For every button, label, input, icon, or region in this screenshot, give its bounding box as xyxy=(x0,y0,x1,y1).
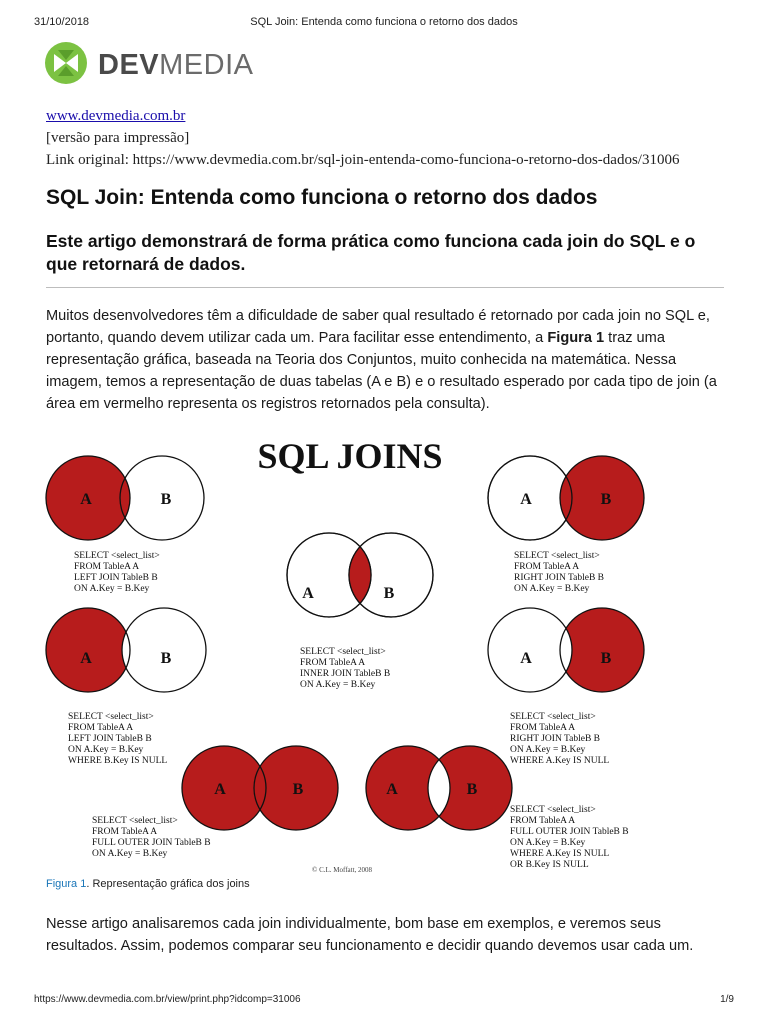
venn-right-join xyxy=(488,456,644,540)
divider xyxy=(46,287,724,288)
logo-wordmark xyxy=(98,49,253,82)
label-b: B xyxy=(600,491,612,508)
print-header-title: SQL Join: Entenda como funciona o retorno dos dados xyxy=(250,16,518,28)
footer-url: https://www.devmedia.com.br/view/print.php?idcomp=31006 xyxy=(34,994,301,1005)
caption-label: Figura 1 xyxy=(46,878,87,890)
label-a: A xyxy=(386,781,398,798)
label-b: B xyxy=(600,650,612,667)
venn-full-outer-excluding-join xyxy=(366,746,512,830)
sql-inner-join: SELECT <select_list> FROM TableA A INNER JOIN TableB B ON A.Key = B.Key xyxy=(300,647,391,690)
intro-part2: traz uma representação gráfica, baseada na Teoria dos Conjuntos, muito conhecida na matemática. Nessa imagem, temos a representação de duas tabelas (A e B) e o resultado esperado por cada tipo de join (a área em vermelho representa os registros retornados pela consulta). xyxy=(46,330,717,412)
intro-part1: Muitos desenvolvedores têm a dificuldade de saber qual resultado é retornado por cada join no SQL e, portanto, quando devem utilizar cada um. Para facilitar esse entendimento, a xyxy=(46,308,710,346)
closing-paragraph: Nesse artigo analisaremos cada join individualmente, bom base em exemplos, e veremos seus resultados. Assim, podemos comparar seu funcionamento e decidir quando devemos usar cada um. xyxy=(46,916,694,954)
sql-left-excluding-join: SELECT <select_list> FROM TableA A LEFT JOIN TableB B ON A.Key = B.Key WHERE B.Key IS NULL xyxy=(68,712,168,766)
venn-right-excluding-join xyxy=(488,608,644,692)
label-b: B xyxy=(383,585,395,602)
label-a: A xyxy=(80,650,92,667)
site-link-line xyxy=(46,108,185,125)
label-b: B xyxy=(292,781,304,798)
venn-left-join xyxy=(46,456,204,540)
sql-full-outer-excluding-join: SELECT <select_list> FROM TableA A FULL OUTER JOIN TableB B ON A.Key = B.Key WHERE A.Key IS NULL OR B.Key IS NULL xyxy=(510,805,629,870)
sql-joins-figure xyxy=(40,430,660,880)
sql-full-outer-join: SELECT <select_list> FROM TableA A FULL OUTER JOIN TableB B ON A.Key = B.Key xyxy=(92,816,211,859)
label-a: A xyxy=(520,491,532,508)
article-subtitle: Este artigo demonstrará de forma prática como funciona cada join do SQL e o que retornará de dados. xyxy=(46,231,696,274)
figure-caption xyxy=(46,878,250,890)
footer-page-number: 1/9 xyxy=(720,994,734,1005)
label-a: A xyxy=(80,491,92,508)
intro-figure-ref: Figura 1 xyxy=(547,330,605,346)
logo-dev: DEV xyxy=(98,49,160,81)
label-b: B xyxy=(466,781,478,798)
figure-title: SQL JOINS xyxy=(257,436,443,476)
venn-inner-join xyxy=(287,533,433,617)
sql-right-join: SELECT <select_list> FROM TableA A RIGHT JOIN TableB B ON A.Key = B.Key xyxy=(514,551,605,594)
sql-right-excluding-join: SELECT <select_list> FROM TableA A RIGHT JOIN TableB B ON A.Key = B.Key WHERE A.Key IS NULL xyxy=(510,712,610,766)
label-a: A xyxy=(214,781,226,798)
article-title: SQL Join: Entenda como funciona o retorno dos dados xyxy=(46,186,598,209)
sql-left-join: SELECT <select_list> FROM TableA A LEFT JOIN TableB B ON A.Key = B.Key xyxy=(74,551,160,594)
original-link: Link original: https://www.devmedia.com.br/sql-join-entenda-como-funciona-o-retorno-dos-dados/31006 xyxy=(46,152,680,168)
label-a: A xyxy=(302,585,314,602)
label-a: A xyxy=(520,650,532,667)
caption-text: . Representação gráfica dos joins xyxy=(86,878,250,890)
venn-full-outer-join xyxy=(182,746,338,830)
print-date: 31/10/2018 xyxy=(34,16,90,28)
print-version: [versão para impressão] xyxy=(46,130,190,146)
logo-media: MEDIA xyxy=(159,49,254,81)
figure-credit: © C.L. Moffatt, 2008 xyxy=(312,866,373,874)
label-b: B xyxy=(160,491,172,508)
label-b: B xyxy=(160,650,172,667)
venn-left-excluding-join xyxy=(46,608,206,692)
intro-paragraph xyxy=(46,305,726,415)
site-link[interactable]: www.devmedia.com.br xyxy=(46,108,186,124)
